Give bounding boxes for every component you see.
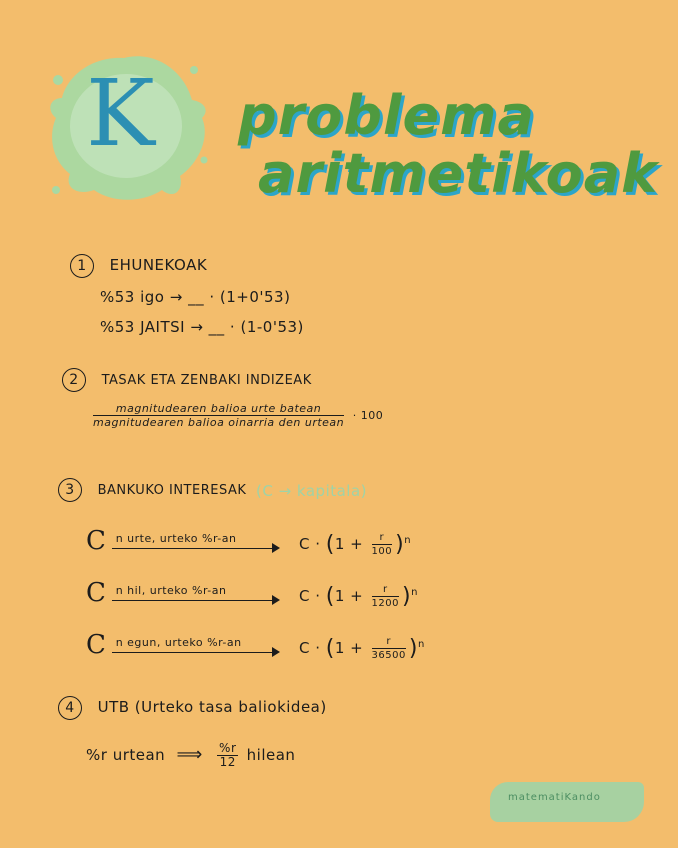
logo-letter: K (86, 60, 155, 167)
section-4-title: UTB (Urteko tasa baliokidea) (97, 698, 327, 716)
interest-arrow (112, 583, 280, 608)
section-3-note: (C → kapitala) (256, 482, 368, 500)
section-3-number: 3 (58, 478, 82, 502)
brand-text: matematiKando (508, 792, 601, 803)
r-numerator: r (372, 635, 406, 649)
result-prefix: C · (298, 535, 321, 553)
section-2-title: TASAK ETA ZENBAKI INDIZEAK (101, 373, 312, 388)
section-4-frac-den: 12 (219, 755, 236, 769)
section-1-line-1: %53 igo → __ · (1+0'53) (100, 288, 291, 306)
interest-row-1: C n urte, urteko %r-an C · (1 + $\frac{r}{100}$ )$^n$ (86, 526, 412, 557)
section-2-fraction-numerator: magnitudearen balioa urte batean (93, 402, 344, 416)
capital-symbol: C (86, 578, 107, 608)
exponent: n (404, 535, 412, 546)
section-1-title: EHUNEKOAK (109, 256, 208, 274)
result-prefix: C · (298, 587, 321, 605)
interest-arrow (112, 531, 280, 556)
section-2-multiplier: · 100 (352, 409, 384, 422)
section-2-fraction-denominator: magnitudearen balioa oinarria den urtean (93, 416, 345, 429)
section-4-number: 4 (58, 696, 82, 720)
r-numerator: r (372, 531, 393, 545)
title-line-1: problema (238, 84, 535, 147)
section-4-left: %r urtean (86, 746, 166, 764)
section-4-frac-num: %r (219, 741, 237, 755)
result-prefix: C · (298, 639, 321, 657)
title-line-2: aritmetikoak (258, 142, 659, 205)
section-4 (58, 696, 327, 720)
rate-denominator: 100 (371, 546, 393, 557)
one-plus: 1 + (334, 535, 364, 553)
rate-denominator: 1200 (371, 598, 399, 609)
rate-denominator: 36500 (371, 650, 406, 661)
section-3 (58, 478, 246, 502)
section-2-number: 2 (62, 368, 86, 392)
section-2-fraction (90, 402, 383, 429)
capital-symbol: C (86, 630, 107, 660)
r-numerator: r (372, 583, 399, 597)
interest-arrow (112, 635, 280, 660)
one-plus: 1 + (334, 639, 364, 657)
interest-arrow-label: n hil, urteko %r-an (115, 583, 227, 597)
section-3-title: BANKUKO INTERESAK (97, 483, 247, 498)
interest-arrow-label: n urte, urteko %r-an (115, 531, 237, 545)
section-4-right: hilean (246, 746, 296, 764)
section-1-number: 1 (70, 254, 94, 278)
exponent: n (417, 639, 425, 650)
section-2 (62, 368, 312, 392)
section-1-line-2: %53 JAITSI → __ · (1-0'53) (100, 318, 304, 336)
capital-symbol: C (86, 526, 107, 556)
section-4-line (86, 742, 295, 769)
implies-arrow: ⟹ (176, 744, 203, 765)
interest-arrow-label: n egun, urteko %r-an (115, 635, 242, 649)
interest-row-3: C n egun, urteko %r-an C · (1 + $\frac{r}{36500}$ )$^n$ (86, 630, 425, 661)
exponent: n (411, 587, 418, 598)
section-1 (70, 254, 207, 278)
one-plus: 1 + (334, 587, 364, 605)
interest-row-2: C n hil, urteko %r-an C · (1 + $\frac{r}{1200}$ )$^n$ (86, 578, 418, 609)
